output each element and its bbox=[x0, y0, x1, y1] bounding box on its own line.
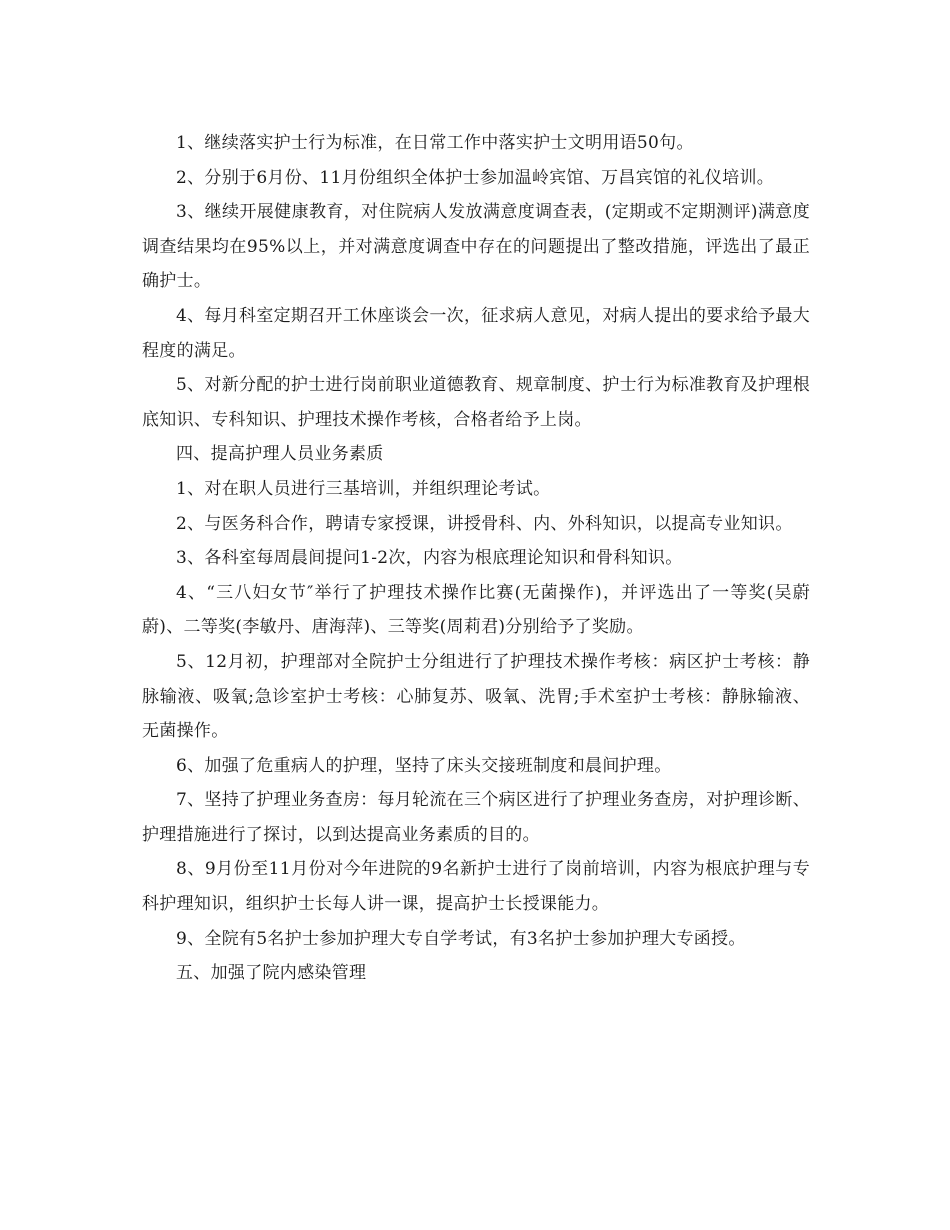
section-heading-infection-control: 五、加强了院内感染管理 bbox=[176, 963, 367, 984]
paragraph-expert-lectures: 2、与医务科合作，聘请专家授课，讲授骨科、内、外科知识，以提高专业知识。 bbox=[176, 513, 793, 534]
paragraph-critical-care: 6、加强了危重病人的护理，坚持了床头交接班制度和晨间护理。 bbox=[176, 755, 672, 776]
paragraph-etiquette-standard: 1、继续落实护士行为标准，在日常工作中落实护士文明用语50句。 bbox=[176, 133, 694, 153]
paragraph-skills-competition: 4、“三八妇女节″举行了护理技术操作比赛(无菌操作)，并评选出了一等奖(吴蔚蔚)、二等奖(李敏丹、唐海萍)、三等奖(周莉君)分别给予了奖励。 bbox=[142, 582, 810, 638]
paragraph-further-education: 9、全院有5名护士参加护理大专自学考试，有3名护士参加护理大专函授。 bbox=[176, 928, 746, 949]
paragraph-nursing-rounds: 7、坚持了护理业务查房：每月轮流在三个病区进行了护理业务查房，对护理诊断、护理措施进行了探讨，以到达提高业务素质的目的。 bbox=[142, 790, 810, 845]
paragraph-new-nurse-education: 5、对新分配的护士进行岗前职业道德教育、规章制度、护士行为标准教育及护理根底知识、专科知识、护理技术操作考核，合格者给予上岗。 bbox=[142, 375, 810, 430]
paragraph-etiquette-training: 2、分别于6月份、11月份组织全体护士参加温岭宾馆、万昌宾馆的礼仪培训。 bbox=[176, 167, 775, 188]
paragraph-new-nurse-training: 8、9月份至11月份对今年进院的9名新护士进行了岗前培训，内容为根底护理与专科护理知识，组织护士长每人讲一课，提高护士长授课能力。 bbox=[142, 859, 810, 915]
paragraph-skills-assessment: 5、12月初，护理部对全院护士分组进行了护理技术操作考核：病区护士考核：静脉输液、吸氧;急诊室护士考核：心肺复苏、吸氧、洗胃;手术室护士考核：静脉输液、无菌操作。 bbox=[142, 651, 810, 742]
paragraph-morning-questions: 3、各科室每周晨间提问1-2次，内容为根底理论知识和骨科知识。 bbox=[176, 548, 683, 569]
document-body bbox=[142, 126, 810, 991]
paragraph-health-education: 3、继续开展健康教育，对住院病人发放满意度调查表，(定期或不定期测评)满意度调查结果均在95%以上，并对满意度调查中存在的问题提出了整改措施，评选出了最正确护士。 bbox=[142, 202, 810, 292]
section-heading-quality: 四、提高护理人员业务素质 bbox=[176, 444, 384, 465]
paragraph-three-basics-training: 1、对在职人员进行三基培训，并组织理论考试。 bbox=[176, 478, 551, 499]
paragraph-patient-meeting: 4、每月科室定期召开工休座谈会一次，征求病人意见，对病人提出的要求给予最大程度的满足。 bbox=[142, 305, 810, 361]
